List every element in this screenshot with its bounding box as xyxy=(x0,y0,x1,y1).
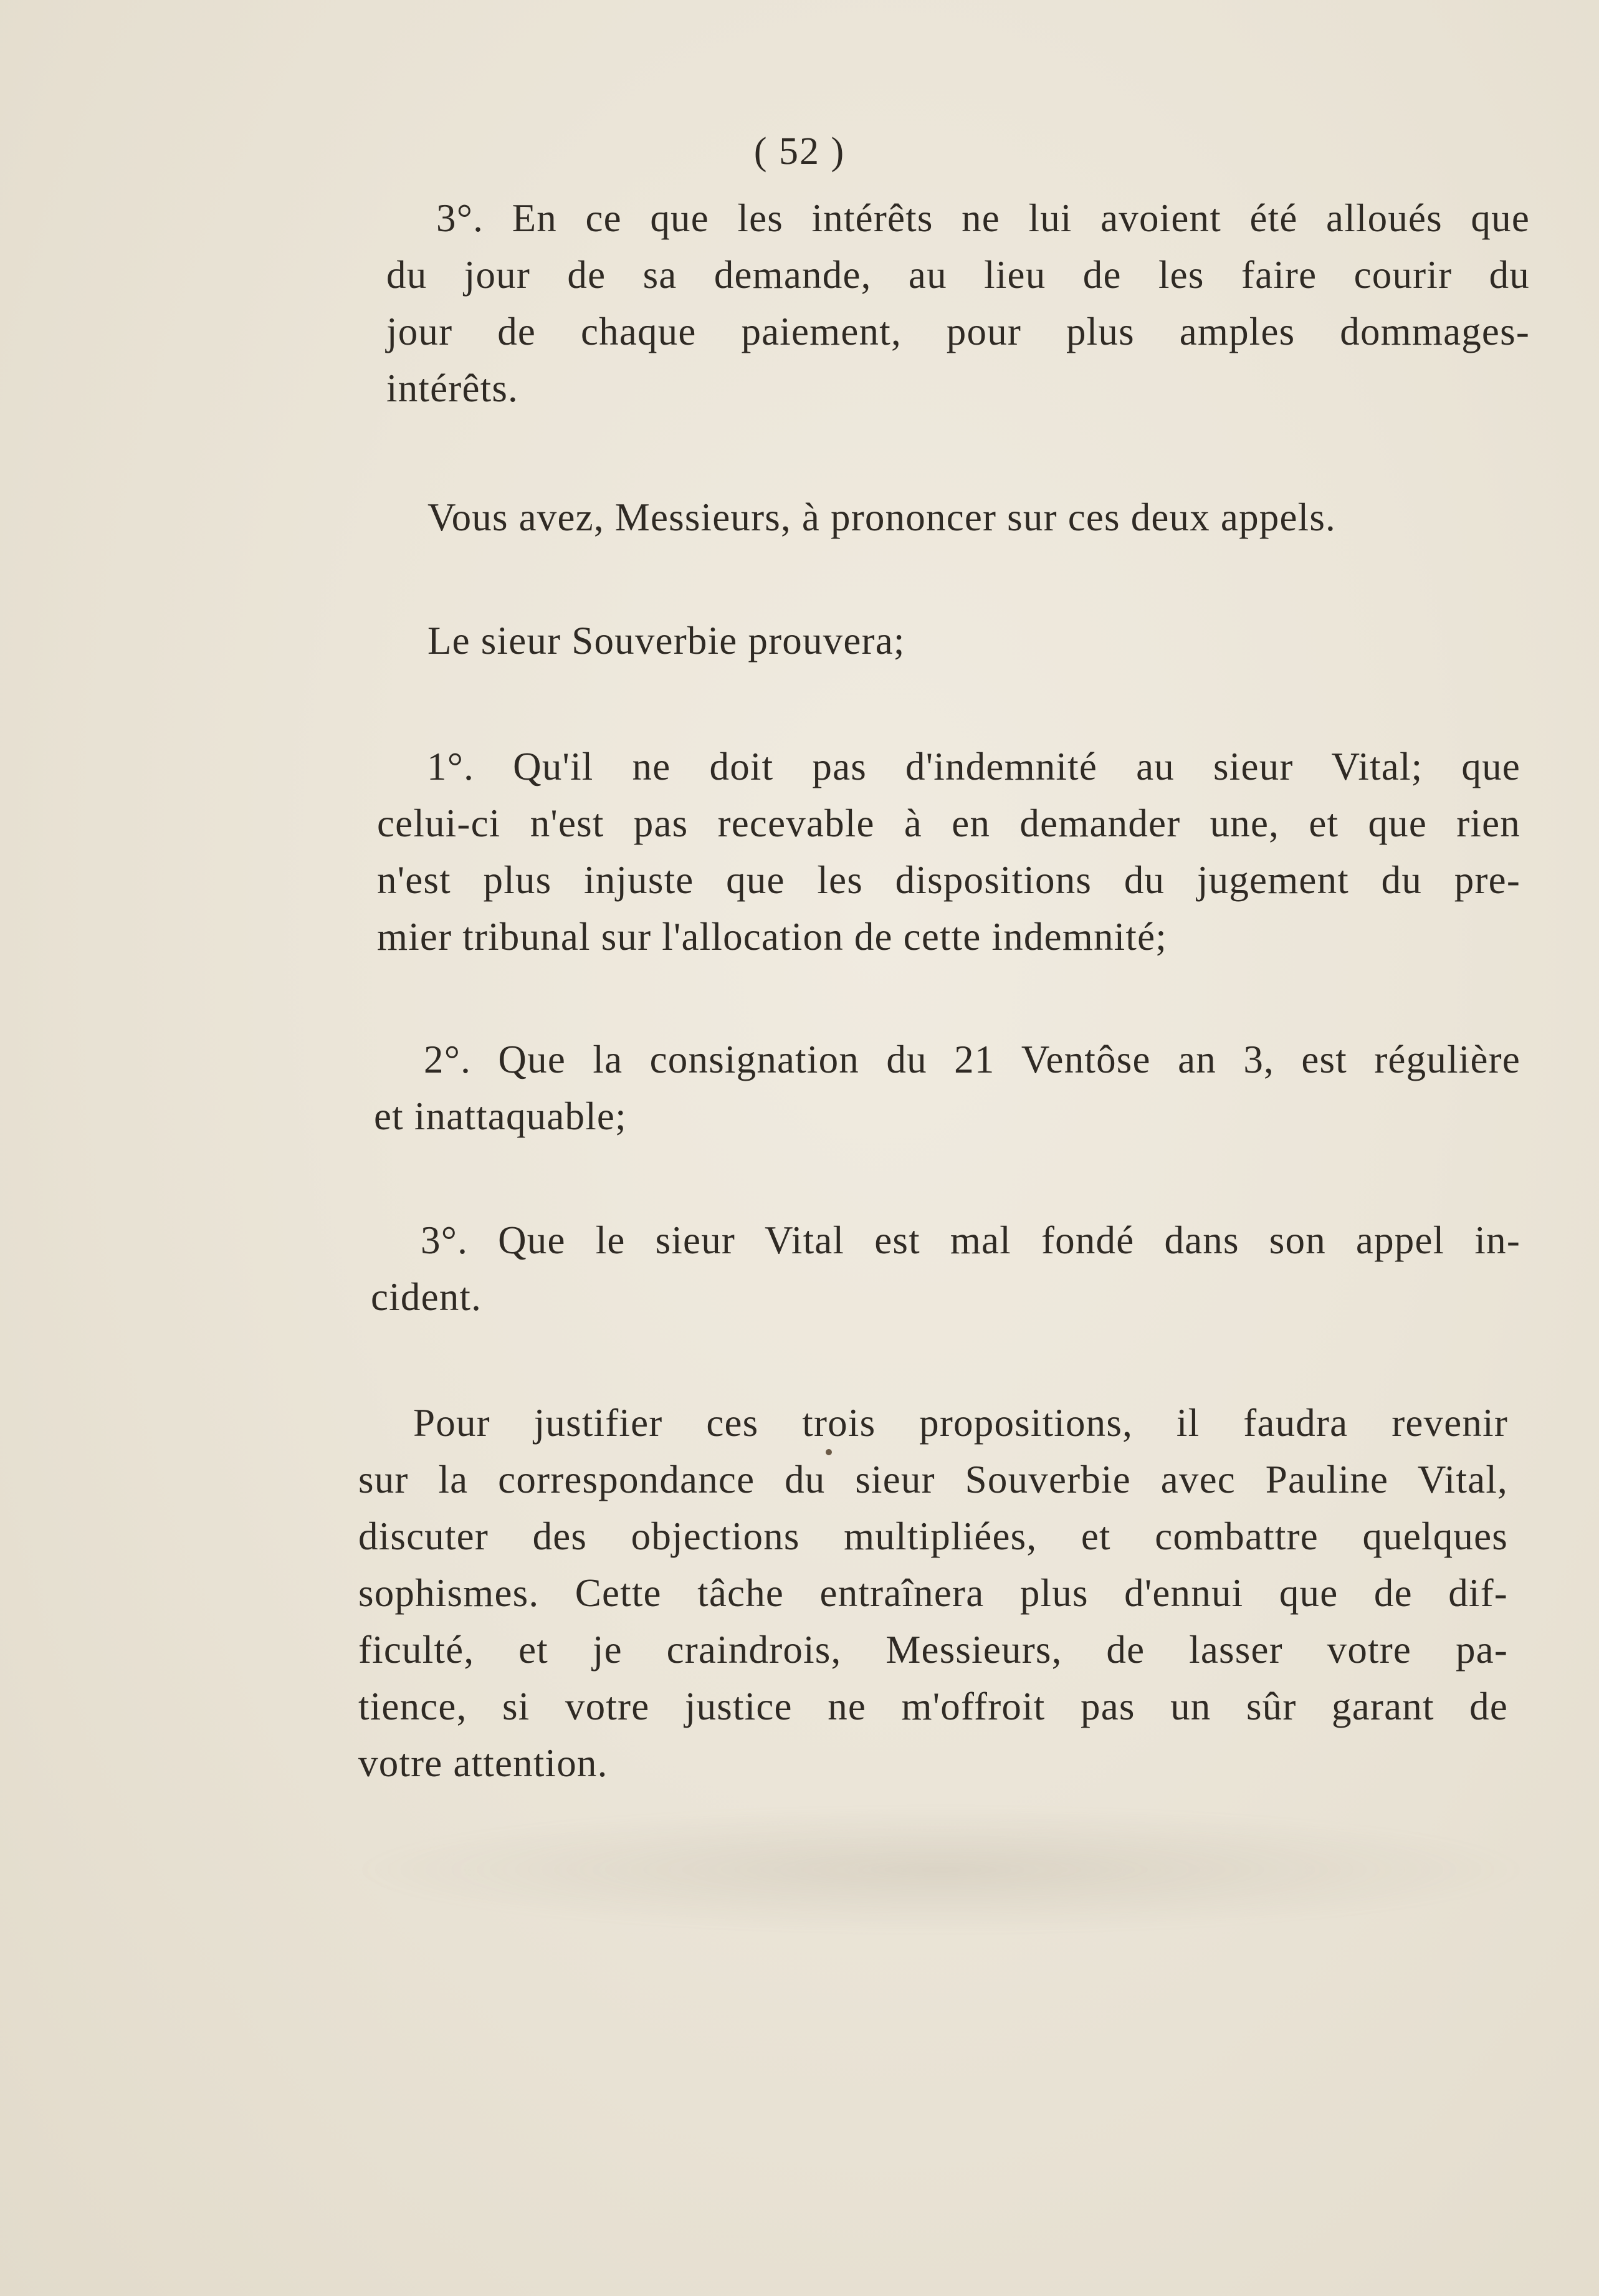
text-line: sur la correspondance du sieur Souverbie avec Pauline Vital, xyxy=(358,1458,1508,1501)
text-line: du jour de sa demande, au lieu de les faire courir du xyxy=(386,253,1530,297)
text-line: ficulté, et je craindrois, Messieurs, de lasser votre pa- xyxy=(358,1628,1508,1672)
page-number: ( 52 ) xyxy=(753,130,846,173)
text-line: intérêts. xyxy=(386,366,518,410)
text-line: jour de chaque paiement, pour plus amples dommages- xyxy=(386,310,1530,353)
text-line: Vous avez, Messieurs, à prononcer sur ces deux appels. xyxy=(427,495,1336,539)
text-line: discuter des objections multipliées, et combattre quelques xyxy=(358,1514,1508,1558)
text-line: et inattaquable; xyxy=(374,1094,627,1138)
paragraph-souverbie-will-prove xyxy=(427,613,1518,669)
text-line: cident. xyxy=(371,1275,482,1319)
text-line: Le sieur Souverbie prouvera; xyxy=(427,619,905,662)
text-line: 3°. Que le sieur Vital est mal fondé dans son appel in- xyxy=(421,1218,1520,1262)
text-line: Pour justifier ces trois propositions, il faudra revenir xyxy=(413,1401,1508,1445)
paragraph-appeals-statement xyxy=(427,489,1518,546)
text-line: 1°. Qu'il ne doit pas d'indemnité au sieur Vital; que xyxy=(427,745,1520,788)
text-line: n'est plus injuste que les dispositions du jugement du pre- xyxy=(377,858,1520,902)
text-line: tience, si votre justice ne m'offroit pas un sûr garant de xyxy=(358,1685,1508,1728)
text-line: votre attention. xyxy=(358,1741,608,1785)
text-line: 2°. Que la consignation du 21 Ventôse an 3, est régulière xyxy=(424,1038,1520,1081)
text-line: sophismes. Cette tâche entraînera plus d'ennui que de dif- xyxy=(358,1571,1508,1615)
paragraph-justification xyxy=(358,1395,1508,1792)
paragraph-point-three xyxy=(371,1212,1520,1326)
paragraph-point-two xyxy=(374,1031,1520,1145)
show-through-shadow xyxy=(349,1807,1533,1932)
paragraph-point-one xyxy=(377,739,1520,965)
ink-speck xyxy=(826,1449,832,1455)
paragraph-interest-complaint xyxy=(386,190,1530,417)
text-line: 3°. En ce que les intérêts ne lui avoient été alloués que xyxy=(436,196,1530,240)
text-line: mier tribunal sur l'allocation de cette indemnité; xyxy=(377,915,1167,959)
text-line: celui-ci n'est pas recevable à en demander une, et que rien xyxy=(377,801,1520,845)
